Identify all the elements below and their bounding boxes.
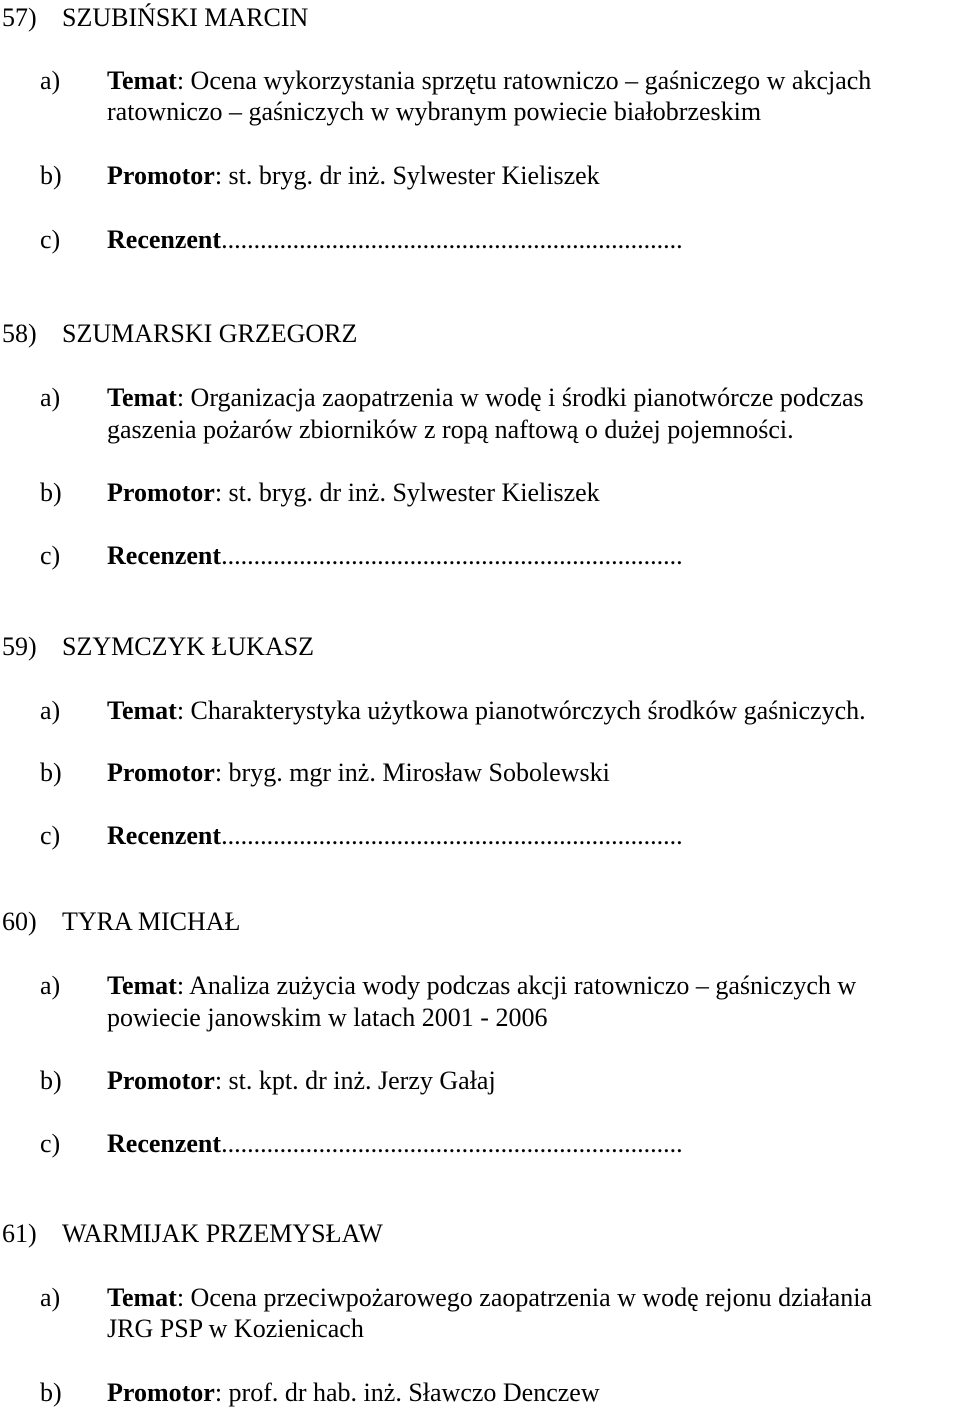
temat-colon: :	[176, 1283, 185, 1312]
temat-text-continued: gaszenia pożarów zbiorników z ropą naftową o dużej pojemności.	[107, 415, 794, 444]
temat-letter: a)	[40, 383, 61, 412]
temat-text: Charakterystyka użytkowa pianotwórczych środków gaśniczych.	[190, 696, 866, 725]
student-name: SZYMCZYK ŁUKASZ	[62, 632, 315, 661]
entry-number: 60)	[2, 907, 37, 936]
temat-letter: a)	[40, 696, 61, 725]
temat-text: Analiza zużycia wody podczas akcji ratowniczo – gaśniczych w	[189, 971, 857, 1000]
recenzent-label: Recenzent	[107, 821, 222, 850]
temat-letter: a)	[40, 66, 61, 95]
recenzent-line	[107, 540, 683, 571]
promotor-value: : st. bryg. dr inż. Sylwester Kieliszek	[214, 161, 600, 190]
recenzent-dots: .......................................................................	[221, 821, 683, 850]
promotor-letter: b)	[40, 161, 62, 190]
recenzent-line	[107, 1128, 683, 1159]
temat-colon: :	[176, 696, 185, 725]
promotor-label: Promotor	[107, 1066, 215, 1095]
temat-colon: :	[176, 383, 185, 412]
recenzent-dots: .......................................................................	[221, 225, 683, 254]
promotor-line	[107, 160, 600, 191]
temat-label: Temat	[107, 383, 177, 412]
recenzent-letter: c)	[40, 821, 61, 850]
entry-number: 58)	[2, 319, 37, 348]
temat-letter: a)	[40, 1283, 61, 1312]
promotor-label: Promotor	[107, 1378, 215, 1407]
temat-text: Ocena wykorzystania sprzętu ratowniczo – gaśniczego w akcjach	[190, 66, 872, 95]
promotor-letter: b)	[40, 1066, 62, 1095]
student-name: TYRA MICHAŁ	[62, 907, 241, 936]
temat-line	[107, 970, 856, 1001]
recenzent-label: Recenzent	[107, 541, 222, 570]
entry-number: 61)	[2, 1219, 37, 1248]
temat-label: Temat	[107, 696, 177, 725]
promotor-label: Promotor	[107, 161, 215, 190]
promotor-line	[107, 1065, 496, 1096]
student-name: SZUBIŃSKI MARCIN	[62, 3, 309, 32]
temat-line	[107, 65, 871, 96]
promotor-label: Promotor	[107, 758, 215, 787]
student-name: SZUMARSKI GRZEGORZ	[62, 319, 358, 348]
recenzent-label: Recenzent	[107, 1129, 222, 1158]
entry-number: 59)	[2, 632, 37, 661]
recenzent-letter: c)	[40, 225, 61, 254]
promotor-value: : st. bryg. dr inż. Sylwester Kieliszek	[214, 478, 600, 507]
temat-colon: :	[176, 971, 185, 1000]
promotor-value: : prof. dr hab. inż. Sławczo Denczew	[214, 1378, 600, 1407]
recenzent-letter: c)	[40, 541, 61, 570]
recenzent-line	[107, 224, 683, 255]
temat-text-continued: ratowniczo – gaśniczych w wybranym powiecie białobrzeskim	[107, 97, 762, 126]
temat-label: Temat	[107, 971, 177, 1000]
temat-letter: a)	[40, 971, 61, 1000]
temat-label: Temat	[107, 66, 177, 95]
promotor-letter: b)	[40, 758, 62, 787]
promotor-line	[107, 1377, 600, 1408]
temat-line	[107, 382, 864, 413]
temat-text-continued: JRG PSP w Kozienicach	[107, 1314, 364, 1343]
temat-text: Ocena przeciwpożarowego zaopatrzenia w wodę rejonu działania	[190, 1283, 872, 1312]
temat-text-continued: powiecie janowskim w latach 2001 - 2006	[107, 1003, 548, 1032]
recenzent-dots: .......................................................................	[221, 1129, 683, 1158]
promotor-line	[107, 477, 600, 508]
promotor-label: Promotor	[107, 478, 215, 507]
promotor-line	[107, 757, 610, 788]
recenzent-letter: c)	[40, 1129, 61, 1158]
entry-number: 57)	[2, 3, 37, 32]
promotor-letter: b)	[40, 478, 62, 507]
temat-line	[107, 1282, 872, 1313]
student-name: WARMIJAK PRZEMYSŁAW	[62, 1219, 383, 1248]
promotor-letter: b)	[40, 1378, 62, 1407]
promotor-value: : st. kpt. dr inż. Jerzy Gałaj	[214, 1066, 496, 1095]
recenzent-line	[107, 820, 683, 851]
temat-label: Temat	[107, 1283, 177, 1312]
recenzent-dots: .......................................................................	[221, 541, 683, 570]
temat-text: Organizacja zaopatrzenia w wodę i środki pianotwórcze podczas	[190, 383, 864, 412]
temat-colon: :	[176, 66, 185, 95]
temat-line	[107, 695, 866, 726]
recenzent-label: Recenzent	[107, 225, 222, 254]
promotor-value: : bryg. mgr inż. Mirosław Sobolewski	[214, 758, 610, 787]
